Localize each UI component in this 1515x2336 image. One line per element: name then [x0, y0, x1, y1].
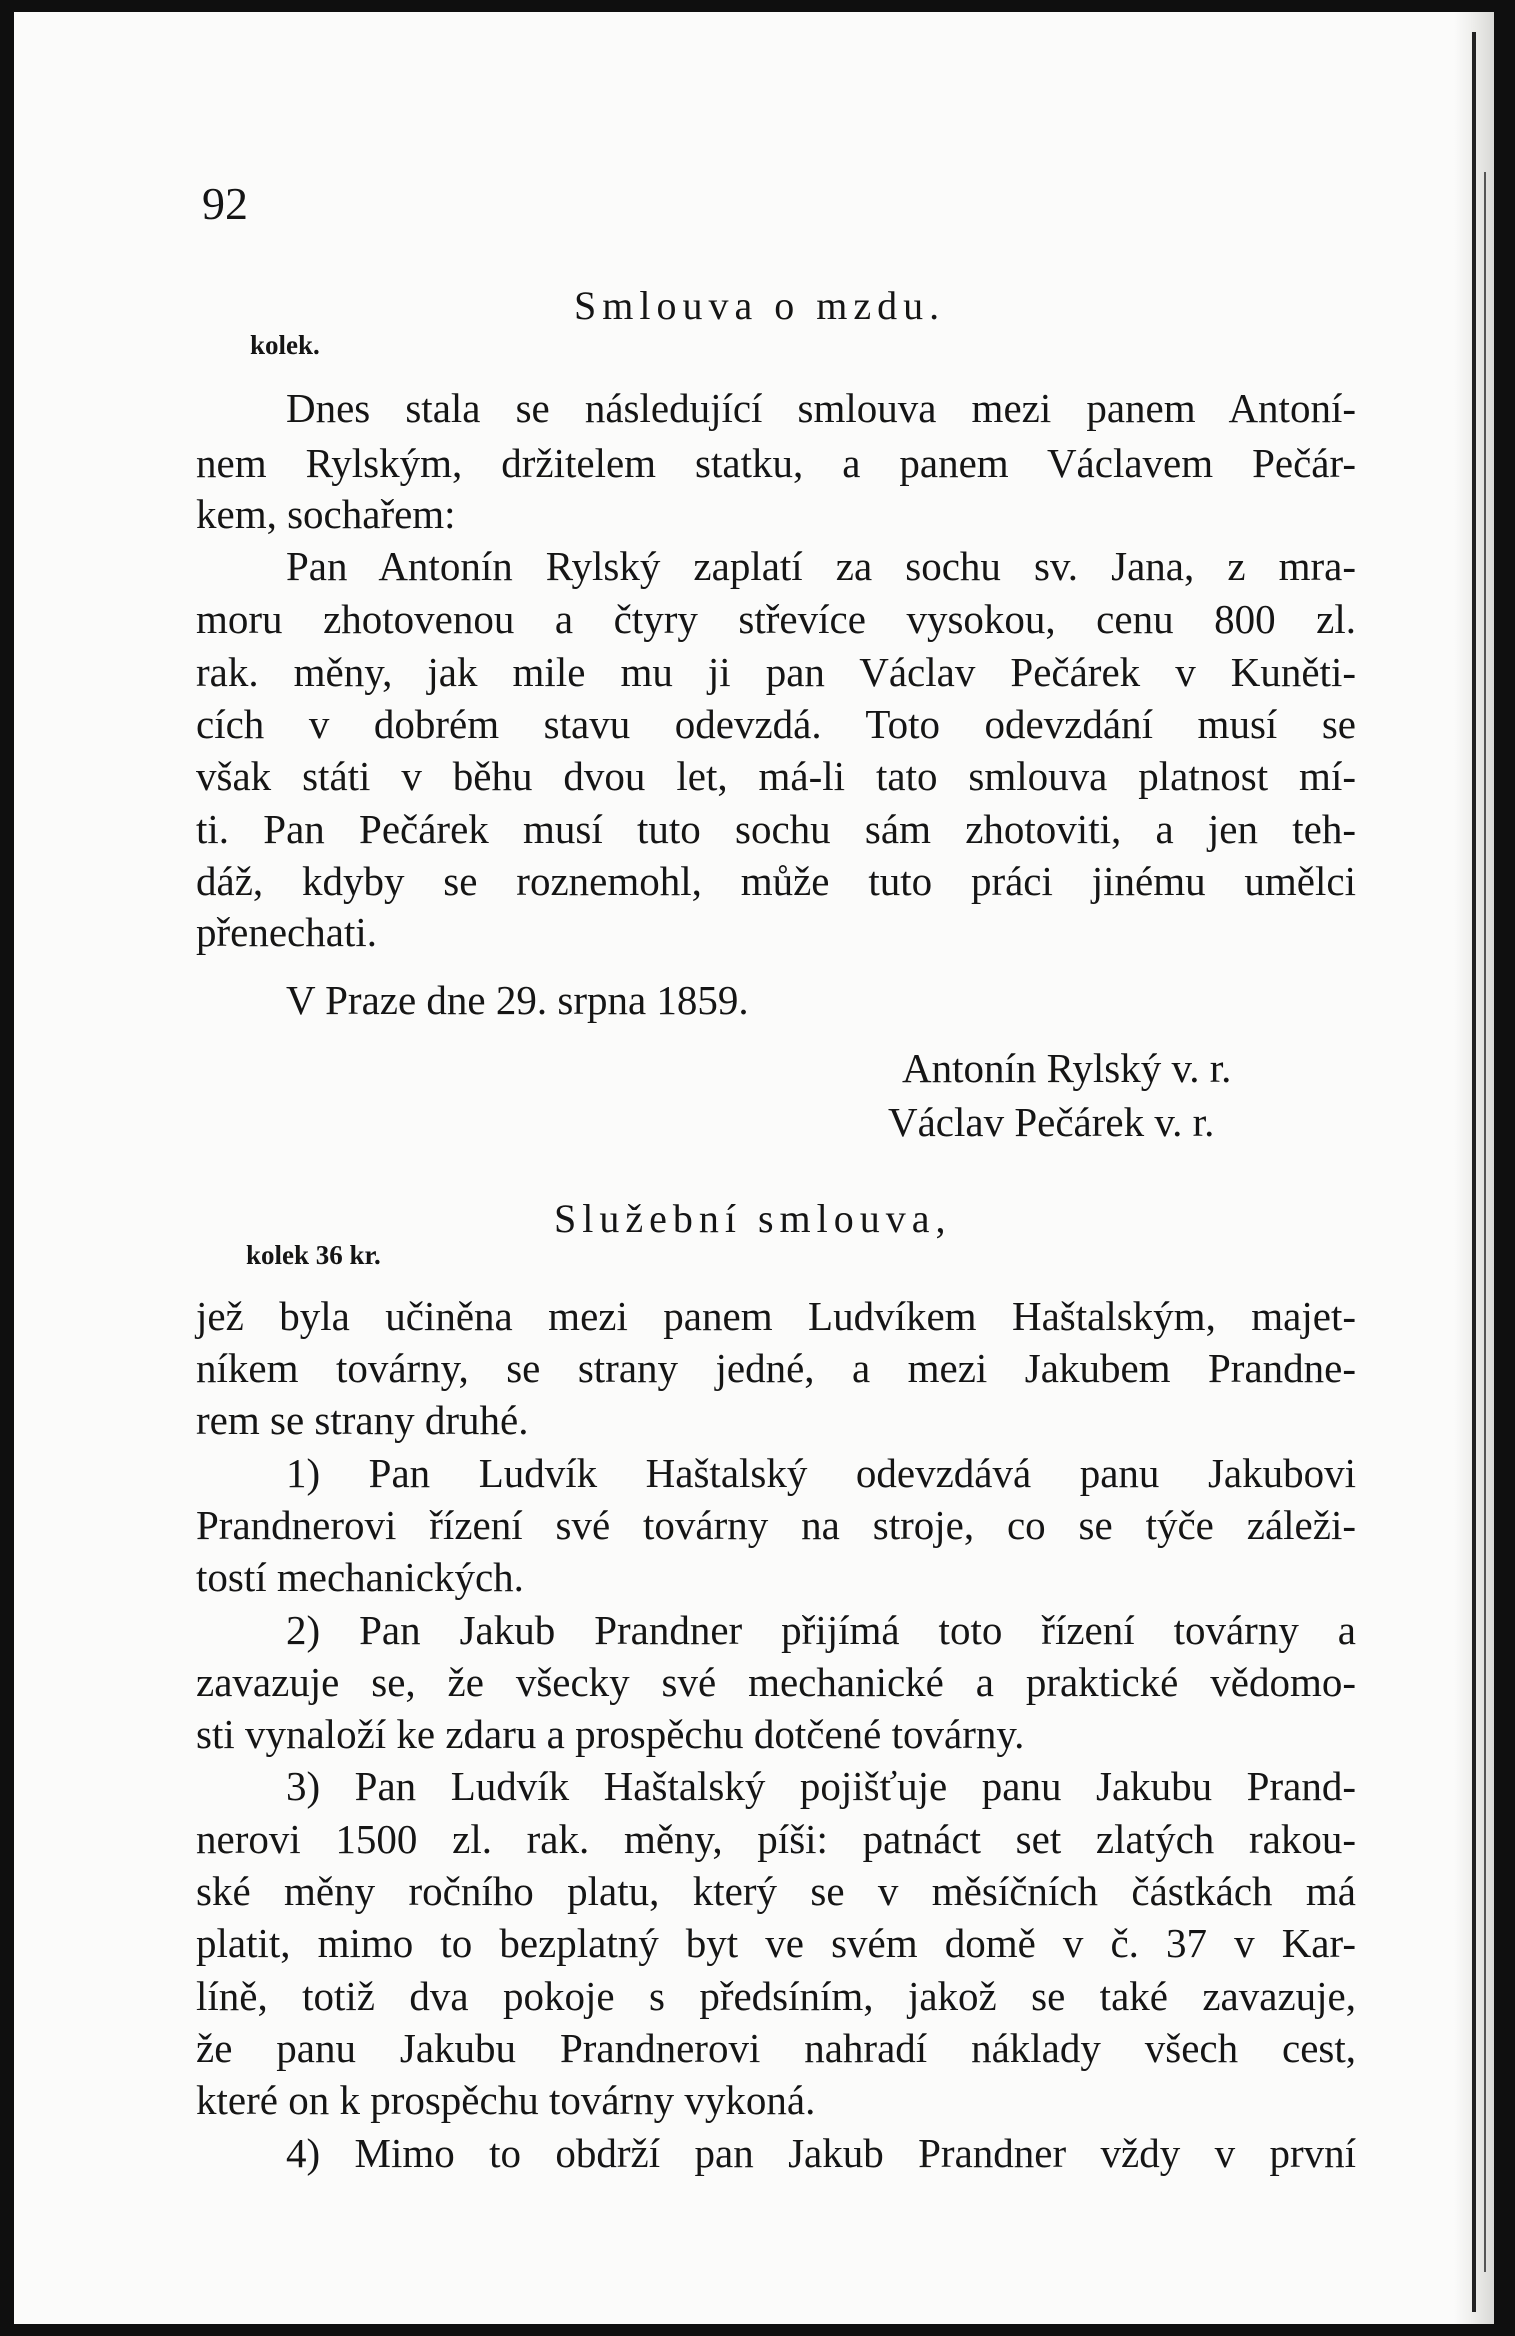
binding-edge — [1472, 32, 1476, 2312]
contract1-date: V Praze dne 29. srpna 1859. — [286, 977, 749, 1023]
signature-2: Václav Pečárek v. r. — [888, 1099, 1215, 1145]
contract2-heading: Služební smlouva, — [554, 1196, 952, 1241]
book-page — [14, 12, 1494, 2324]
contract1-line: cích v dobrém stavu odevzdá. Toto odevzdání musí se — [196, 701, 1356, 747]
contract1-line: však státi v běhu dvou let, má-li tato smlouva platnost mí- — [196, 753, 1356, 799]
contract2-line: že panu Jakubu Prandnerovi nahradí náklady všech cest, — [196, 2025, 1356, 2071]
contract2-stamp: kolek 36 kr. — [246, 1240, 381, 1270]
contract2-line: které on k prospěchu továrny vykoná. — [196, 2077, 816, 2123]
contract2-line: rem se strany druhé. — [196, 1397, 529, 1443]
contract1-line: kem, sochařem: — [196, 491, 456, 537]
contract1-heading: Smlouva o mzdu. — [574, 283, 946, 328]
contract2-line: jež byla učiněna mezi panem Ludvíkem Haštalským, majet- — [196, 1293, 1356, 1339]
contract2-line: zavazuje se, že všecky své mechanické a praktické vědomo- — [196, 1659, 1356, 1705]
contract2-line: tostí mechanických. — [196, 1554, 524, 1600]
contract2-line: Prandnerovi řízení své továrny na stroje, co se týče záleži- — [196, 1502, 1356, 1548]
page-number: 92 — [202, 178, 248, 229]
contract1-line: Pan Antonín Rylský zaplatí za sochu sv. Jana, z mra- — [286, 543, 1356, 589]
contract1-line: ti. Pan Pečárek musí tuto sochu sám zhotoviti, a jen teh- — [196, 806, 1356, 852]
contract2-line: ské měny ročního platu, který se v měsíčních částkách má — [196, 1868, 1356, 1914]
contract1-stamp: kolek. — [250, 330, 320, 360]
contract2-line: 4) Mimo to obdrží pan Jakub Prandner vždy v první — [286, 2130, 1356, 2176]
contract2-line: platit, mimo to bezplatný byt ve svém domě v č. 37 v Kar- — [196, 1920, 1356, 1966]
contract2-line: líně, totiž dva pokoje s předsíním, jakož se také zavazuje, — [196, 1973, 1356, 2019]
contract2-line: sti vynaloží ke zdaru a prospěchu dotčené továrny. — [196, 1711, 1025, 1757]
contract1-line: přenechati. — [196, 909, 377, 955]
binding-edge-inner — [1484, 172, 1486, 2272]
contract1-line: Dnes stala se následující smlouva mezi panem Antoní- — [286, 385, 1356, 431]
contract1-line: dáž, kdyby se roznemohl, může tuto práci jinému umělci — [196, 858, 1356, 904]
contract1-line: moru zhotovenou a čtyry střevíce vysokou, cenu 800 zl. — [196, 596, 1356, 642]
contract2-line: nerovi 1500 zl. rak. měny, píši: patnáct set zlatých rakou- — [196, 1816, 1356, 1862]
contract2-line: 1) Pan Ludvík Haštalský odevzdává panu Jakubovi — [286, 1450, 1356, 1496]
signature-1: Antonín Rylský v. r. — [902, 1045, 1232, 1091]
contract1-line: rak. měny, jak mile mu ji pan Václav Pečárek v Kuněti- — [196, 649, 1356, 695]
contract1-line: nem Rylským, držitelem statku, a panem Václavem Pečár- — [196, 440, 1356, 486]
contract2-line: 3) Pan Ludvík Haštalský pojišťuje panu Jakubu Prand- — [286, 1763, 1356, 1809]
contract2-line: níkem továrny, se strany jedné, a mezi Jakubem Prandne- — [196, 1345, 1356, 1391]
contract2-line: 2) Pan Jakub Prandner přijímá toto řízení továrny a — [286, 1607, 1356, 1653]
